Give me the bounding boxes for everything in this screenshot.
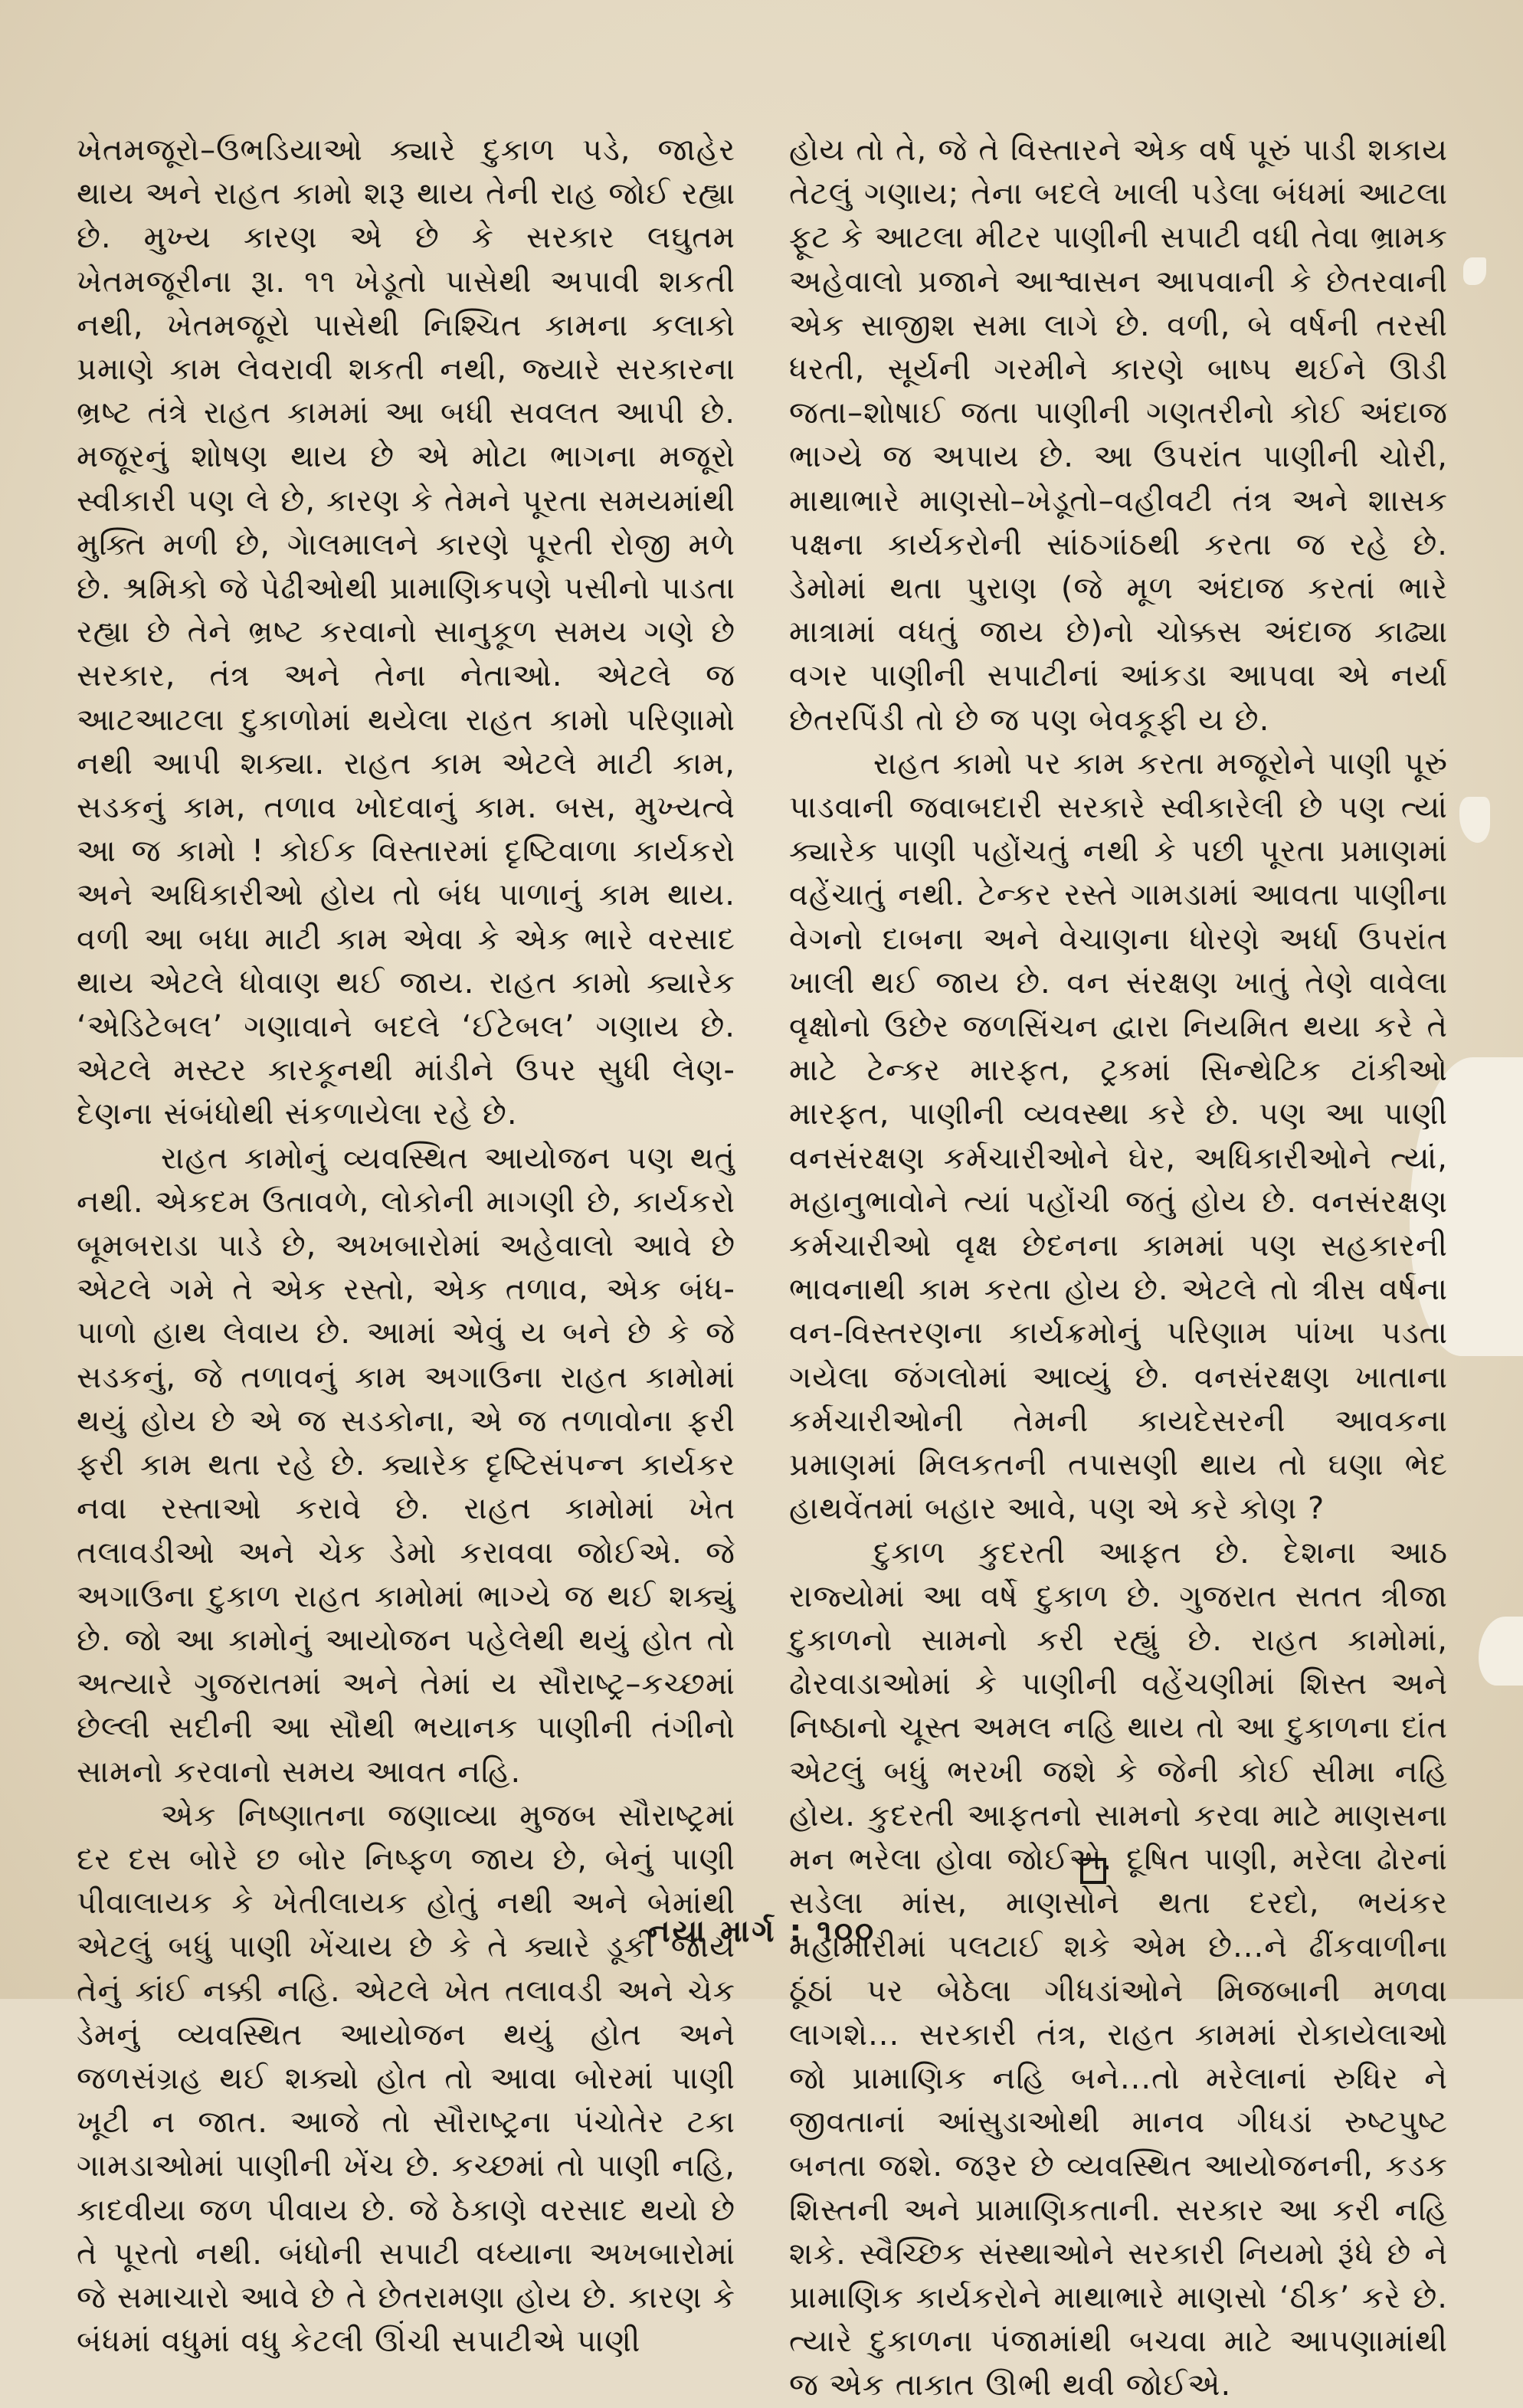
end-of-article-square-icon bbox=[1080, 1858, 1106, 1884]
left-column bbox=[77, 129, 735, 2364]
page-footer: નયા માર્ગ : ૧૦૦ bbox=[647, 1914, 876, 1949]
page-tear bbox=[1479, 1617, 1523, 1686]
body-paragraph: ખેતમજૂરો–ઉભડિયાઓ ક્યારે દુકાળ પડે, જાહેર થાય અને રાહત કામો શરૂ થાય તેની રાહ જોઈ રહ્યા છે. મુખ્ય કારણ એ છે કે સરકાર લઘુતમ ખેતમજૂરીના રૂા. ૧૧ ખેડૂતો પાસેથી અપાવી શકતી નથી, ખેતમજૂરો પાસેથી નિશ્ચિત કામના કલાકો પ્રમાણે કામ લેવરાવી શકતી નથી, જ્યારે સરકારના ભ્રષ્ટ તંત્રે રાહત કામમાં આ બધી સવલત આપી છે. મજૂરનું શોષણ થાય છે એ મોટા ભાગના મજૂરો સ્વીકારી પણ લે છે, કારણ કે તેમને પૂરતા સમયમાંથી મુક્તિ મળી છે, ગેાલમાલને કારણે પૂરતી રોજી મળે છે. શ્રમિકો જે પેઢીઓથી પ્રામાણિકપણે પસીનો પાડતા રહ્યા છે તેને ભ્રષ્ટ કરવાનો સાનુકૂળ સમય ગણે છે સરકાર, તંત્ર અને તેના નેતાઓ. એટલે જ આટઆટલા દુકાળોમાં થયેલા રાહત કામો પરિણામો નથી આપી શક્યા. રાહત કામ એટલે માટી કામ, સડકનું કામ, તળાવ ખોદવાનું કામ. બસ, મુખ્યત્વે આ જ કામો ! કોઈક વિસ્તારમાં દૃષ્ટિવાળા કાર્યકરો અને અધિકારીઓ હોય તો બંધ પાળાનું કામ થાય. વળી આ બધા માટી કામ એવા કે એક ભારે વરસાદ થાય એટલે ધોવાણ થઈ જાય. રાહત કામો ક્યારેક ‘એડિટેબલ’ ગણાવાને બદલે ‘ઈટેબલ’ ગણાય છે. એટલે મસ્ટર કારકૂનથી માંડીને ઉપર સુધી લેણ-દેણના સંબંધોથી સંકળાયેલા રહે છે. bbox=[77, 133, 735, 1132]
page-tear bbox=[1459, 797, 1490, 843]
body-paragraph: દુકાળ કુદરતી આફત છે. દેશના આઠ રાજ્યોમાં આ વર્ષે દુકાળ છે. ગુજરાત સતત ત્રીજા દુકાળનો સામનો કરી રહ્યું છે. રાહત કામોમાં, ઢોરવાડાઓમાં કે પાણીની વહેંચણીમાં શિસ્ત અને નિષ્ઠાનો ચૂસ્ત અમલ નહિ થાય તો આ દુકાળના દાંત એટલું બધું ભરખી જશે કે જેની કોઈ સીમા નહિ હોય. કુદરતી આફતનો સામનો કરવા માટે માણસના મન ભરેલા હોવા જોઈએ. દૂષિત પાણી, મરેલા ઢોરનાં સડેલા માંસ, માણસોને થતા દરદો, ભયંકર મહામારીમાં પલટાઈ શકે એમ છે...ને ઢીંકવાળીના ઠૂંઠાં પર બેઠેલા ગીધડાંઓને મિજબાની મળવા લાગશે... સરકારી તંત્ર, રાહત કામમાં રોકાયેલાઓ જો પ્રામાણિક નહિ બને...તો મરેલાનાં રુધિર ને જીવતાનાં આંસુડાઓથી માનવ ગીધડાં રુષ્ટપુષ્ટ બનતા જશે. જરૂર છે વ્યવસ્થિત આયોજનની, કડક શિસ્તની અને પ્રામાણિકતાની. સરકાર આ કરી નહિ શકે. સ્વૈચ્છિક સંસ્થાઓને સરકારી નિયમો રૂંધે છે ને પ્રામાણિક કાર્યકરોને માથાભારે માણસો ‘ઠીક’ કરે છે. ત્યારે દુકાળના પંજામાંથી બચવા માટે આપણામાંથી જ એક તાકાત ઊભી થવી જોઈએ. bbox=[789, 1535, 1448, 2403]
body-paragraph: રાહત કામો પર કામ કરતા મજૂરોને પાણી પૂરું પાડવાની જવાબદારી સરકારે સ્વીકારેલી છે પણ ત્યાં ક્યારેક પાણી પહોંચતું નથી કે પછી પૂરતા પ્રમાણમાં વહેંચાતું નથી. ટેન્કર રસ્તે ગામડામાં આવતા પાણીના વેગનો દાબના અને વેચાણના ધોરણે અર્ધા ઉપરાંત ખાલી થઈ જાય છે. વન સંરક્ષણ ખાતું તેણે વાવેલા વૃક્ષોનો ઉછેર જળસિંચન દ્વારા નિયમિત થયા કરે તે માટે ટેન્કર મારફત, ટ્રકમાં સિન્થેટિક ટાંકીઓ મારફત, પાણીની વ્યવસ્થા કરે છે. પણ આ પાણી વનસંરક્ષણ કર્મચારીઓને ઘેર, અધિકારીઓને ત્યાં, મહાનુભાવોને ત્યાં પહોંચી જતું હોય છે. વનસંરક્ષણ કર્મચારીઓ વૃક્ષ છેદનના કામમાં પણ સહકારની ભાવનાથી કામ કરતા હોય છે. એટલે તો ત્રીસ વર્ષના વન-વિસ્તરણના કાર્યક્રમોનું પરિણામ પાંખા પડતા ગયેલા જંગલોમાં આવ્યું છે. વનસંરક્ષણ ખાતાના કર્મચારીઓની તેમની કાયદેસરની આવકના પ્રમાણમાં મિલકતની તપાસણી થાય તો ઘણા ભેદ હાથવેંતમાં બહાર આવે, પણ એ કરે કોણ ? bbox=[789, 745, 1448, 1527]
page-tear bbox=[1463, 257, 1486, 285]
body-paragraph: રાહત કામોનું વ્યવસ્થિત આયોજન પણ થતું નથી. એકદમ ઉતાવળે, લોકોની માગણી છે, કાર્યકરો બૂમબરાડા પાડે છે, અખબારોમાં અહેવાલો આવે છે એટલે ગમે તે એક રસ્તો, એક તળાવ, એક બંધ-પાળો હાથ લેવાય છે. આમાં એવું ય બને છે કે જે સડકનું, જે તળાવનું કામ અગાઉના રાહત કામોમાં થયું હોય છે એ જ સડકોના, એ જ તળાવોના ફરી ફરી કામ થતા રહે છે. ક્યારેક દૃષ્ટિસંપન્ન કાર્યકર નવા રસ્તાઓ કરાવે છે. રાહત કામોમાં ખેત તલાવડીઓ અને ચેક ડેમો કરાવવા જોઈએ. જે અગાઉના દુકાળ રાહત કામોમાં ભાગ્યે જ થઈ શક્યું છે. જો આ કામોનું આયોજન પહેલેથી થયું હોત તો અત્યારે ગુજરાતમાં અને તેમાં ય સૌરાષ્ટ્ર–કચ્છમાં છેલ્લી સદીની આ સૌથી ભયાનક પાણીની તંગીનો સામનો કરવાનો સમય આવત નહિ. bbox=[77, 1140, 735, 1790]
body-paragraph: હોય તો તે, જે તે વિસ્તારને એક વર્ષ પૂરું પાડી શકાય તેટલું ગણાય; તેના બદલે ખાલી પડેલા બંધમાં આટલા ફૂટ કે આટલા મીટર પાણીની સપાટી વધી તેવા ભ્રામક અહેવાલો પ્રજાને આશ્વાસન આપવાની કે છેતરવાની એક સાજીશ સમા લાગે છે. વળી, બે વર્ષની તરસી ધરતી, સૂર્યની ગરમીને કારણે બાષ્પ થઈને ઊડી જતા–શોષાઈ જતા પાણીની ગણતરીનો કોઈ અંદાજ ભાગ્યે જ અપાય છે. આ ઉપરાંત પાણીની ચોરી, માથાભારે માણસો–ખેડૂતો–વહીવટી તંત્ર અને શાસક પક્ષના કાર્યકરોની સાંઠગાંઠથી કરતા જ રહે છે. ડેમોમાં થતા પુરાણ (જે મૂળ અંદાજ કરતાં ભારે માત્રામાં વધતું જાય છે)નો ચોક્કસ અંદાજ કાઢ્યા વગર પાણીની સપાટીનાં આંકડા આપવા એ નર્યા છેતરપિંડી તો છે જ પણ બેવકૂફી ય છે. bbox=[789, 133, 1448, 738]
right-column bbox=[789, 129, 1448, 2408]
body-paragraph: એક નિષ્ણાતના જણાવ્યા મુજબ સૌરાષ્ટ્રમાં દર દસ બોરે છ બોર નિષ્ફળ જાય છે, બેનું પાણી પીવાલાયક કે ખેતીલાયક હોતું નથી અને બેમાંથી એટલું બધું પાણી ખેંચાય છે કે તે ક્યારે ડૂકી જાય તેનું કાંઈ નક્કી નહિ. એટલે ખેત તલાવડી અને ચેક ડેમનું વ્યવસ્થિત આયોજન થયું હોત અને જળસંગ્રહ થઈ શક્યો હોત તો આવા બોરમાં પાણી ખૂટી ન જાત. આજે તો સૌરાષ્ટ્રના પંચોતેર ટકા ગામડાઓમાં પાણીની ખેંચ છે. કચ્છમાં તો પાણી નહિ, કાદવીયા જળ પીવાય છે. જે ઠેકાણે વરસાદ થયો છે તે પૂરતો નથી. બંધોની સપાટી વધ્યાના અખબારોમાં જે સમાચારો આવે છે તે છેતરામણા હોય છે. કારણ કે બંધમાં વધુમાં વધુ કેટલી ઊંચી સપાટીએ પાણી bbox=[77, 1797, 735, 2360]
